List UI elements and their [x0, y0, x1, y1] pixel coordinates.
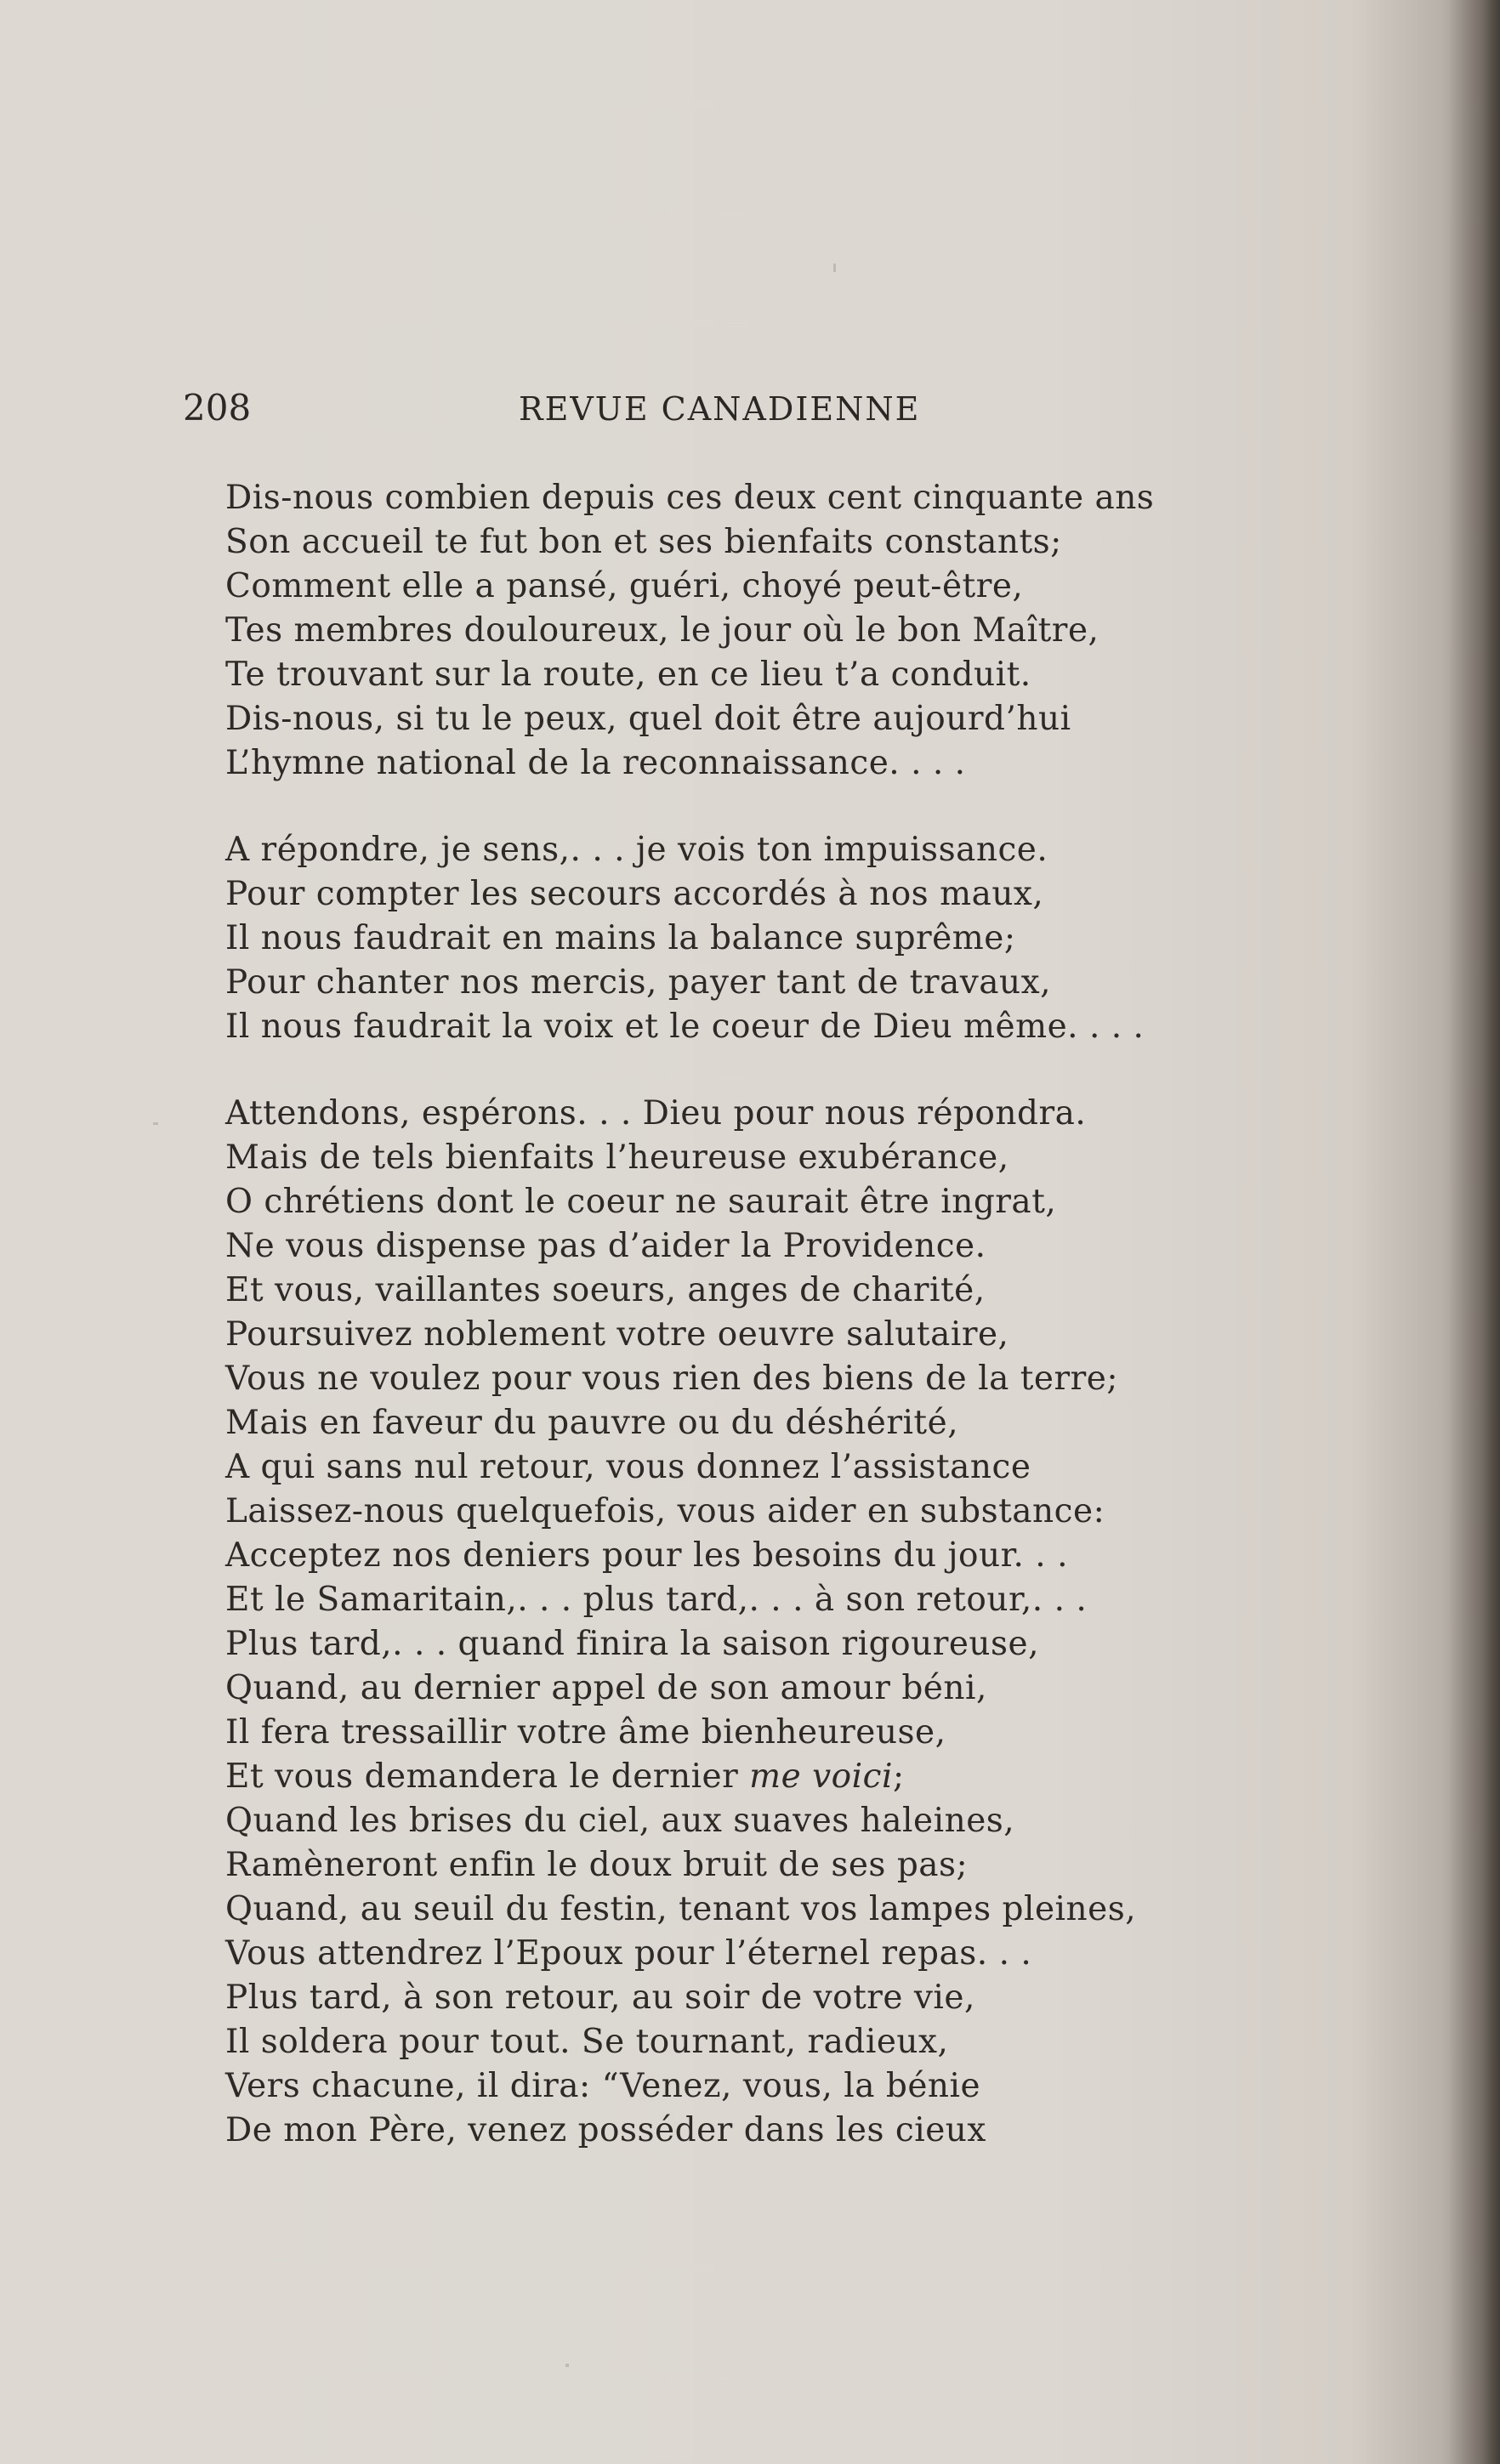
verse-line: O chrétiens dont le coeur ne saurait être ingrat,: [225, 1183, 1057, 1221]
verse-line: A répondre, je sens,. . . je vois ton impuissance.: [225, 831, 1048, 869]
verse-line: Poursuivez noblement votre oeuvre salutaire,: [225, 1315, 1009, 1354]
verse-line: Mais de tels bienfaits l’heureuse exubérance,: [225, 1138, 1009, 1177]
verse-line: Mais en faveur du pauvre ou du déshérité,: [225, 1404, 959, 1442]
verse-punctuation: ;: [892, 1757, 905, 1796]
verse-line: Tes membres douloureux, le jour où le bon Maître,: [225, 611, 1099, 650]
paper-speck: [833, 264, 836, 272]
italic-phrase: me voici: [749, 1757, 893, 1796]
spine-shadow: [1449, 0, 1500, 2464]
verse-line: Il nous faudrait la voix et le coeur de Dieu même. . . .: [225, 1008, 1145, 1046]
poem-body: [225, 476, 1203, 2195]
verse-line: Quand, au seuil du festin, tenant vos lampes pleines,: [225, 1890, 1137, 1928]
verse-line: De mon Père, venez posséder dans les cieux: [225, 2111, 986, 2149]
verse-line: Ne vous dispense pas d’aider la Providence.: [225, 1227, 986, 1265]
verse-line: Et le Samaritain,. . . plus tard,. . . à son retour,. . .: [225, 1581, 1088, 1619]
verse-line: Acceptez nos deniers pour les besoins du jour. . .: [225, 1536, 1068, 1575]
verse-line: Te trouvant sur la route, en ce lieu t’a conduit.: [225, 656, 1031, 694]
verse-line-with-italic: [225, 1755, 1203, 1799]
paper-speck: [153, 1122, 158, 1125]
verse-line: Laissez-nous quelquefois, vous aider en substance:: [225, 1492, 1105, 1530]
verse-line: Quand les brises du ciel, aux suaves haleines,: [225, 1802, 1015, 1840]
verse-line: Comment elle a pansé, guéri, choyé peut-être,: [225, 567, 1024, 605]
page-header: [183, 387, 999, 438]
verse-line: Dis-nous combien depuis ces deux cent cinquante ans: [225, 479, 1155, 517]
verse-line: Dis-nous, si tu le peux, quel doit être aujourd’hui: [225, 700, 1071, 738]
verse-line: Il fera tressaillir votre âme bienheureuse,: [225, 1713, 946, 1751]
verse-line: A qui sans nul retour, vous donnez l’assistance: [225, 1448, 1031, 1486]
verse-line: Et vous, vaillantes soeurs, anges de charité,: [225, 1271, 986, 1309]
verse-line: Plus tard,. . . quand finira la saison rigoureuse,: [225, 1625, 1040, 1663]
verse-line: Plus tard, à son retour, au soir de votre vie,: [225, 1979, 975, 2017]
stanza-2: [225, 828, 1203, 1049]
verse-line: Il nous faudrait en mains la balance suprême;: [225, 919, 1016, 957]
verse-line: Pour chanter nos mercis, payer tant de travaux,: [225, 963, 1052, 1002]
verse-line: Attendons, espérons. . . Dieu pour nous répondra.: [225, 1094, 1087, 1133]
verse-text: Et vous demandera le dernier: [225, 1757, 750, 1796]
verse-line: Vous ne voulez pour vous rien des biens de la terre;: [225, 1360, 1118, 1398]
verse-line: Il soldera pour tout. Se tournant, radieux,: [225, 2023, 949, 2061]
verse-line: Pour compter les secours accordés à nos maux,: [225, 875, 1044, 913]
stanza-3: [225, 1092, 1203, 2153]
verse-line: Vous attendrez l’Epoux pour l’éternel repas. . .: [225, 1934, 1032, 1973]
stanza-1: [225, 476, 1203, 786]
verse-line: Ramèneront enfin le doux bruit de ses pas;: [225, 1846, 969, 1884]
running-title: REVUE CANADIENNE: [519, 390, 921, 428]
paper-speck: [565, 2364, 569, 2367]
verse-line: Quand, au dernier appel de son amour béni,: [225, 1669, 987, 1707]
verse-line: Vers chacune, il dira: “Venez, vous, la bénie: [225, 2067, 981, 2105]
page-number: 208: [183, 387, 252, 429]
verse-line: L’hymne national de la reconnaissance. . . .: [225, 744, 966, 782]
verse-line: Son accueil te fut bon et ses bienfaits constants;: [225, 523, 1062, 561]
